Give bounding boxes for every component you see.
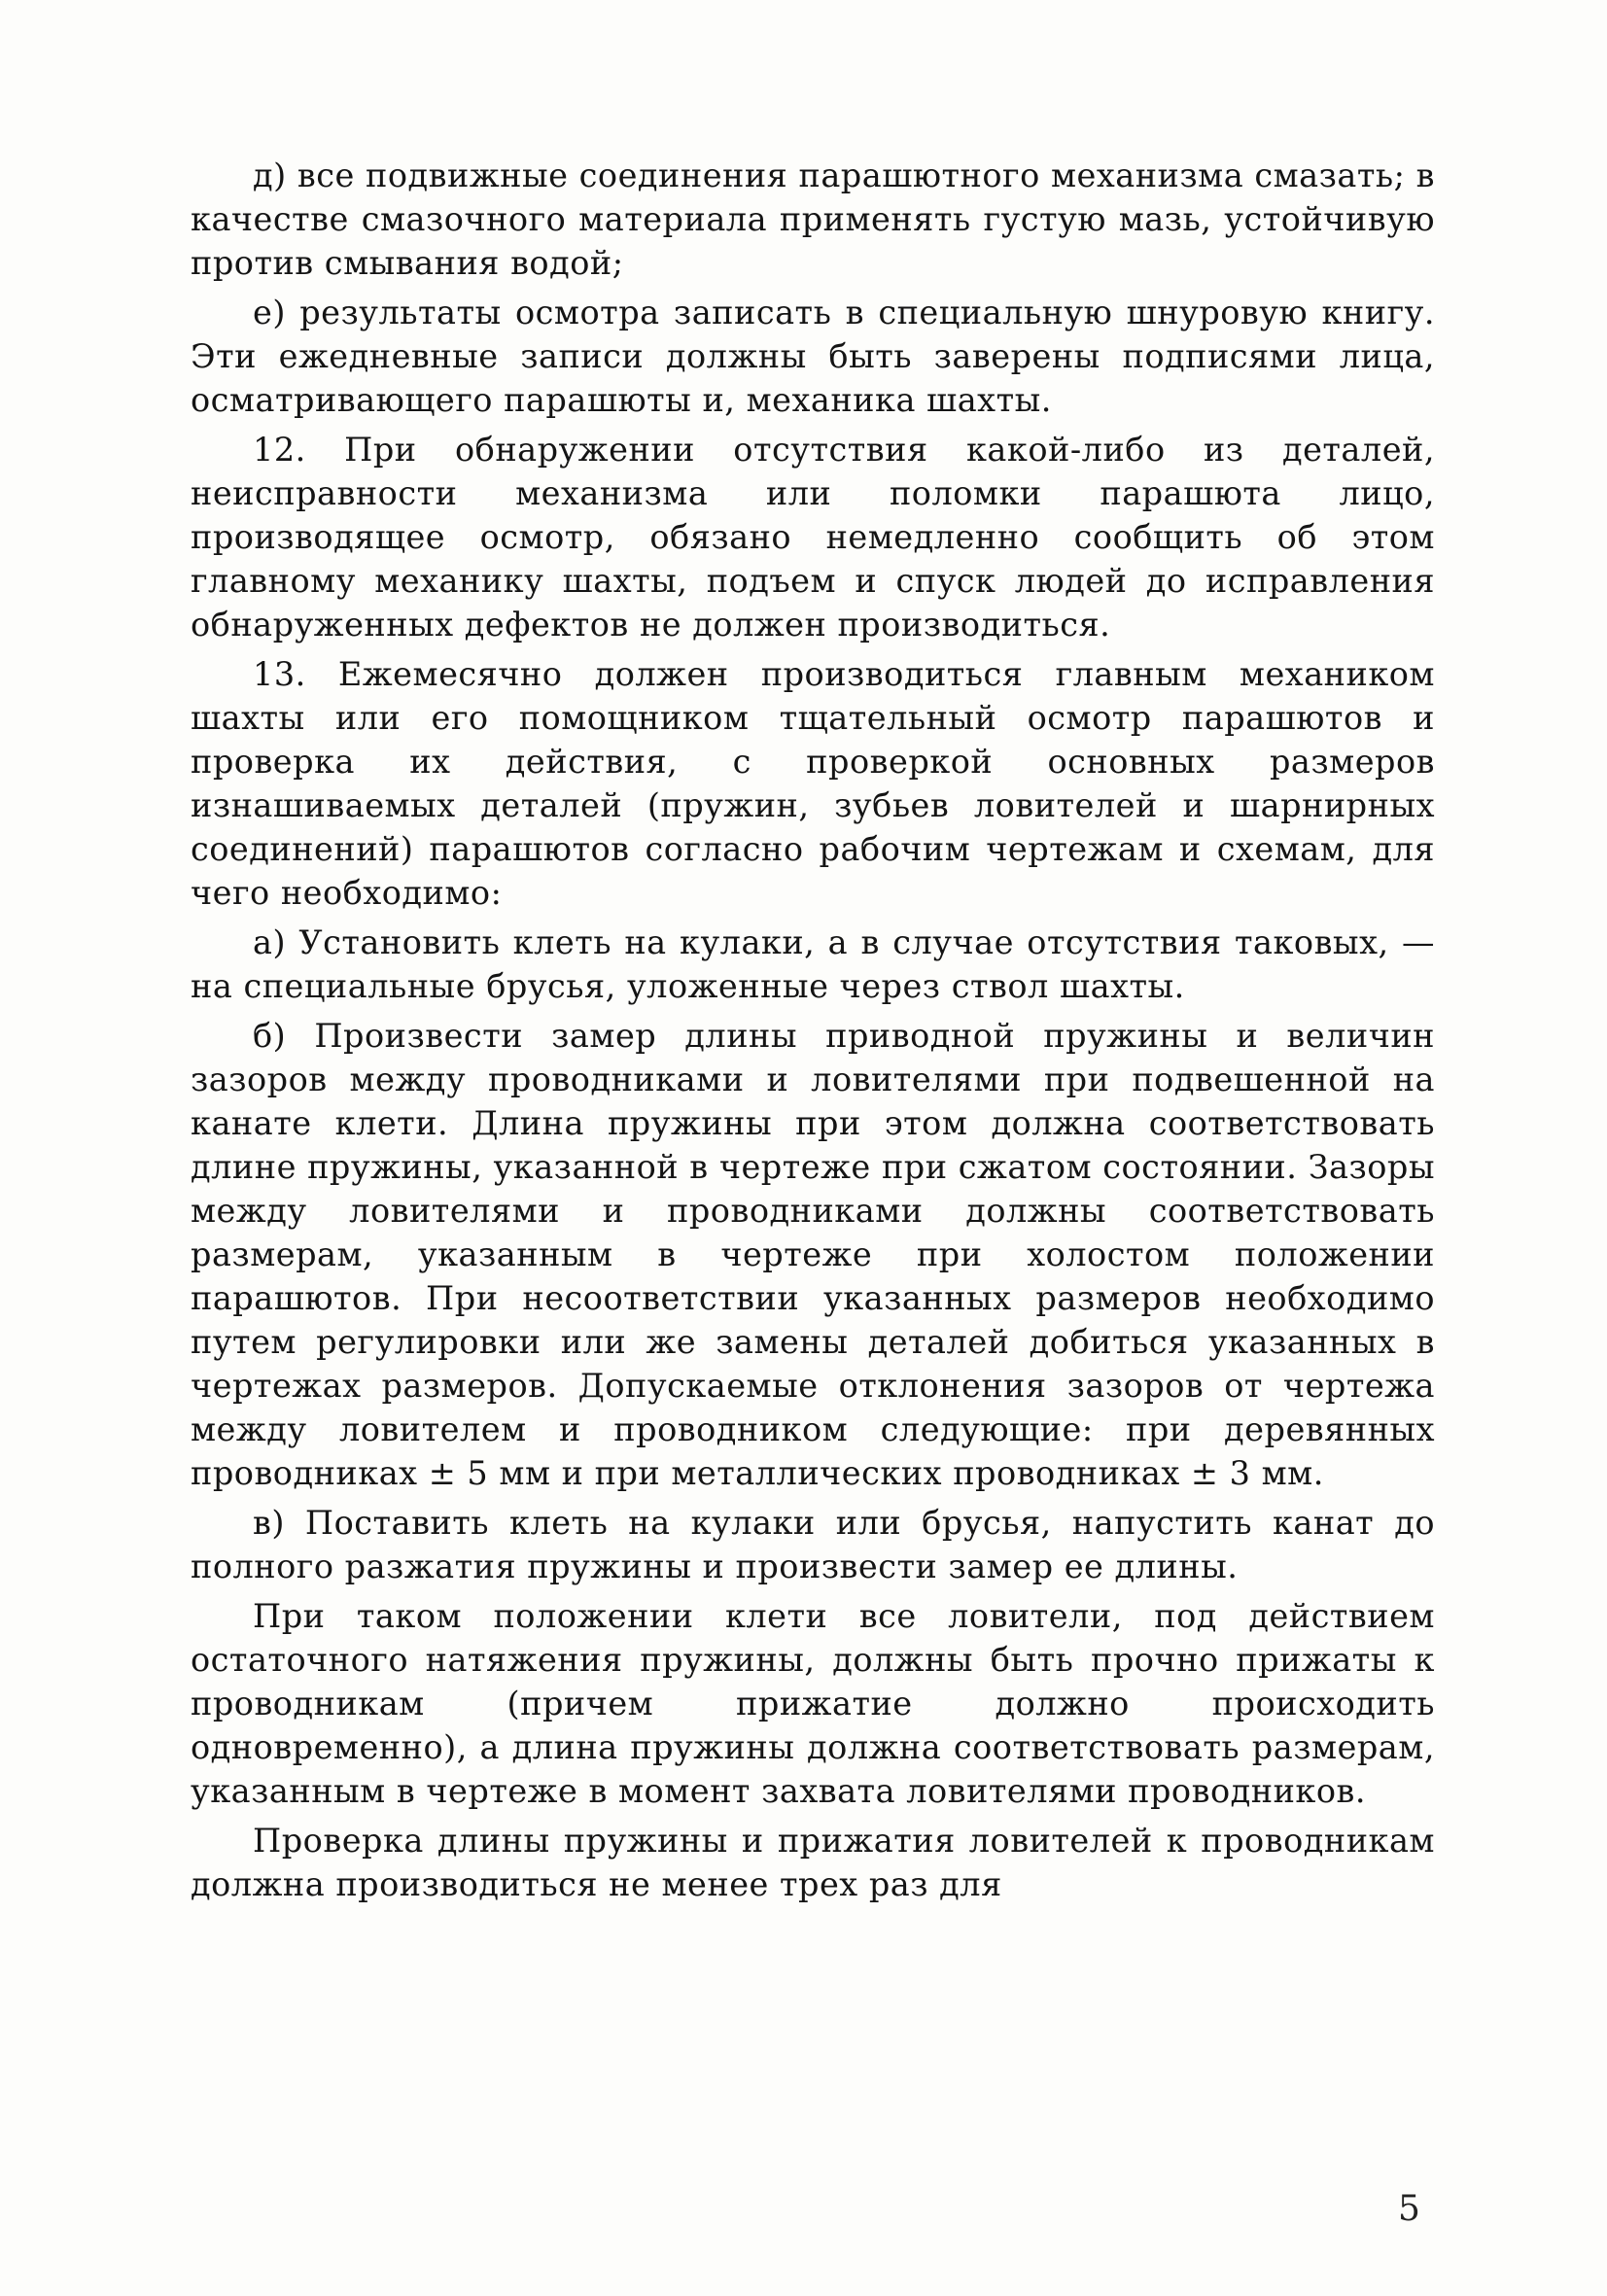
paragraph-item-b: б) Произвести замер длины приводной пружины и величин зазоров между проводниками и ловителями при подвешенной на канате клети. Длина пружины при этом должна соответствовать длине пружины, указанной в чертеже при сжатом состоянии. Зазоры между ловителями и проводниками должны соответствовать размерам, указанным в чертеже при холостом положении парашютов. При несоответствии указанных размеров необходимо путем регулировки или же замены деталей добиться указанных в чертежах размеров. Допускаемые отклонения зазоров от чертежа между ловителем и проводником следующие: при деревянных проводниках ± 5 мм и при металлических проводниках ± 3 мм. bbox=[191, 1017, 1435, 1492]
paragraph-clause-12: 12. При обнаружении отсутствия какой-либо из деталей, неисправности механизма или поломки парашюта лицо, производящее осмотр, обязано немедленно сообщить об этом главному механику шахты, подъем и спуск людей до исправления обнаруженных дефектов не должен производиться. bbox=[191, 431, 1435, 644]
paragraph-catchers-position: При таком положении клети все ловители, под действием остаточного натяжения пружины, должны быть прочно прижаты к проводникам (причем прижатие должно происходить одновременно), а длина пружины должна соответствовать размерам, указанным в чертеже в момент захвата ловителями проводников. bbox=[191, 1597, 1435, 1810]
paragraph-item-e: е) результаты осмотра записать в специальную шнуровую книгу. Эти ежедневные записи должны быть заверены подписями лица, осматривающего парашюты и, механика шахты. bbox=[191, 294, 1435, 419]
paragraph-item-d: д) все подвижные соединения парашютного механизма смазать; в качестве смазочного материала применять густую мазь, устойчивую против смывания водой; bbox=[191, 157, 1435, 282]
paragraph-clause-13: 13. Ежемесячно должен производиться главным механиком шахты или его помощником тщательный осмотр парашютов и проверка их действия, с проверкой основных размеров изнашиваемых деталей (пружин, зубьев ловителей и шарнирных соединений) парашютов согласно рабочим чертежам и схемам, для чего необходимо: bbox=[191, 655, 1435, 912]
paragraph-item-a: а) Установить клеть на кулаки, а в случае отсутствия таковых, — на специальные брусья, уложенные через ствол шахты. bbox=[191, 923, 1435, 1005]
body-text bbox=[191, 154, 1435, 1912]
page-number: 5 bbox=[1398, 2189, 1420, 2229]
paragraph-check-frequency: Проверка длины пружины и прижатия ловителей к проводникам должна производиться не менее трех раз для bbox=[191, 1822, 1435, 1903]
paragraph-item-v: в) Поставить клеть на кулаки или брусья, напустить канат до полного разжатия пружины и произвести замер ее длины. bbox=[191, 1504, 1435, 1585]
